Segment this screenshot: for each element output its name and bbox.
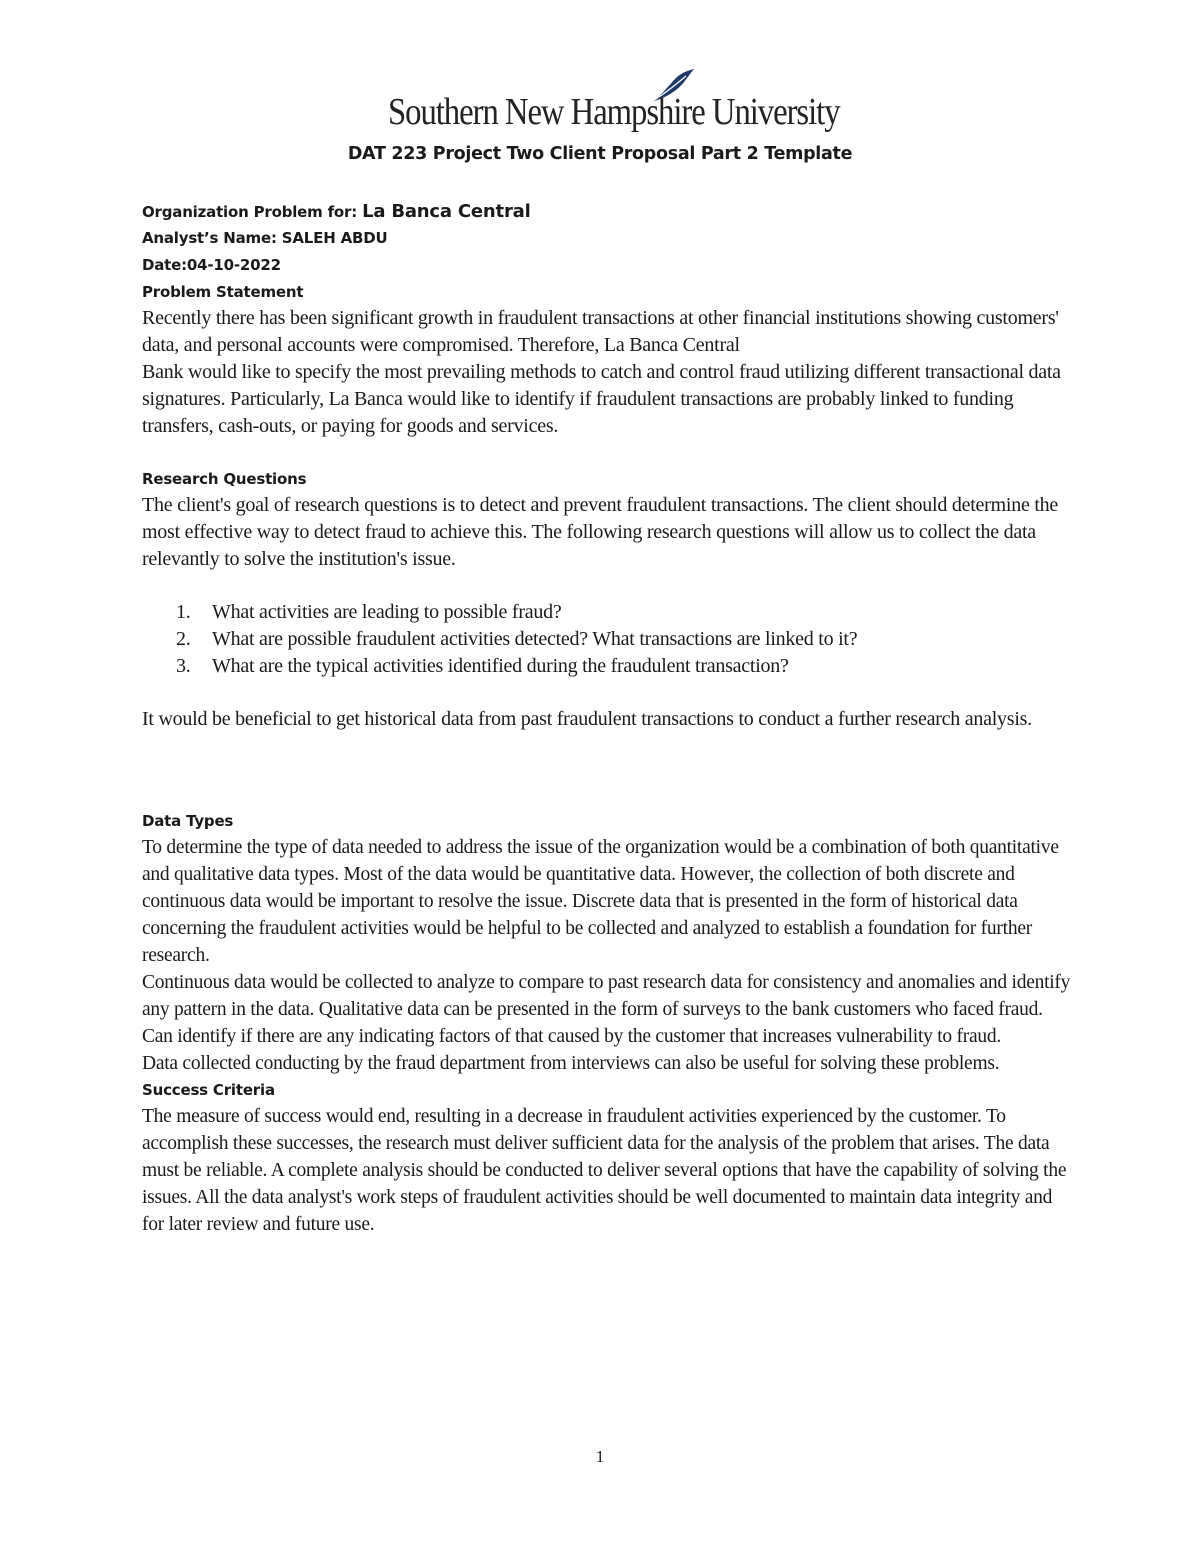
list-item-number: 2.	[176, 628, 191, 650]
data-types-heading: Data Types	[142, 812, 234, 830]
page-number: 1	[595, 1447, 605, 1466]
university-logo	[388, 68, 840, 138]
list-item-text: What are possible fraudulent activities detected? What transactions are linked to it?	[212, 628, 858, 650]
list-item-text: What are the typical activities identified during the fraudulent transaction?	[212, 655, 789, 677]
research-questions-closing: It would be beneficial to get historical data from past fraudulent transactions to conduct a further research analysis.	[142, 708, 1032, 730]
organization-name: La Banca Central	[362, 201, 531, 222]
list-item	[142, 653, 1072, 680]
research-questions-heading: Research Questions	[142, 470, 307, 488]
list-item-number: 1.	[176, 601, 191, 623]
data-types-paragraph-2: Continuous data would be collected to analyze to compare to past research data for consistency and anomalies and identify any pattern in the data. Qualitative data can be presented in the form of surveys to the bank customers who faced fraud. Can identify if there are any indicating factors of that caused by the customer that increases vulnerability to fraud.	[142, 972, 1071, 1047]
list-item-text: What activities are leading to possible fraud?	[212, 601, 562, 623]
analyst-line: Analyst’s Name: SALEH ABDU	[142, 229, 388, 247]
organization-label: Organization Problem for:	[142, 203, 363, 221]
organization-line	[142, 198, 1072, 225]
university-name: Southern New Hampshire University	[388, 91, 840, 133]
list-item-number: 3.	[176, 655, 191, 677]
list-item	[142, 626, 1072, 653]
success-criteria-heading: Success Criteria	[142, 1081, 275, 1099]
list-item	[142, 599, 1072, 626]
document-title: DAT 223 Project Two Client Proposal Part 2 Template	[347, 144, 853, 164]
data-types-paragraph-3: Data collected conducting by the fraud department from interviews can also be useful for solving these problems.	[142, 1053, 1000, 1074]
data-types-paragraph-1: To determine the type of data needed to address the issue of the organization would be a combination of both quantitative and qualitative data types. Most of the data would be quantitative data. However, the collection of both discrete and continuous data would be important to resolve the issue. Discrete data that is presented in the form of historical data concerning the fraudulent activities would be helpful to be collected and analyzed to establish a foundation for further research.	[142, 837, 1059, 966]
research-questions-intro: The client's goal of research questions is to detect and prevent fraudulent transactions. The client should determine the most effective way to detect fraud to achieve this. The following research questions will allow us to collect the data relevantly to solve the institution's issue.	[142, 494, 1059, 570]
research-questions-list	[142, 599, 1072, 680]
problem-statement-heading: Problem Statement	[142, 283, 304, 301]
document-body	[142, 198, 1072, 1238]
problem-statement-paragraph-2: Bank would like to specify the most prevailing methods to catch and control fraud utilizing different transactional data signatures. Particularly, La Banca would like to identify if fraudulent transactions are probably linked to funding transfers, cash-outs, or paying for goods and services.	[142, 361, 1061, 437]
success-criteria-paragraph: The measure of success would end, resulting in a decrease in fraudulent activities experienced by the customer. To accomplish these successes, the research must deliver sufficient data for the analysis of the problem that arises. The data must be reliable. A complete analysis should be conducted to deliver several options that have the capability of solving the issues. All the data analyst's work steps of fraudulent activities should be well documented to maintain data integrity and for later review and future use.	[142, 1106, 1067, 1235]
problem-statement-paragraph-1: Recently there has been significant growth in fraudulent transactions at other financial institutions showing customers' data, and personal accounts were compromised. Therefore, La Banca Central	[142, 307, 1059, 356]
date-line: Date:04-10-2022	[142, 256, 281, 274]
